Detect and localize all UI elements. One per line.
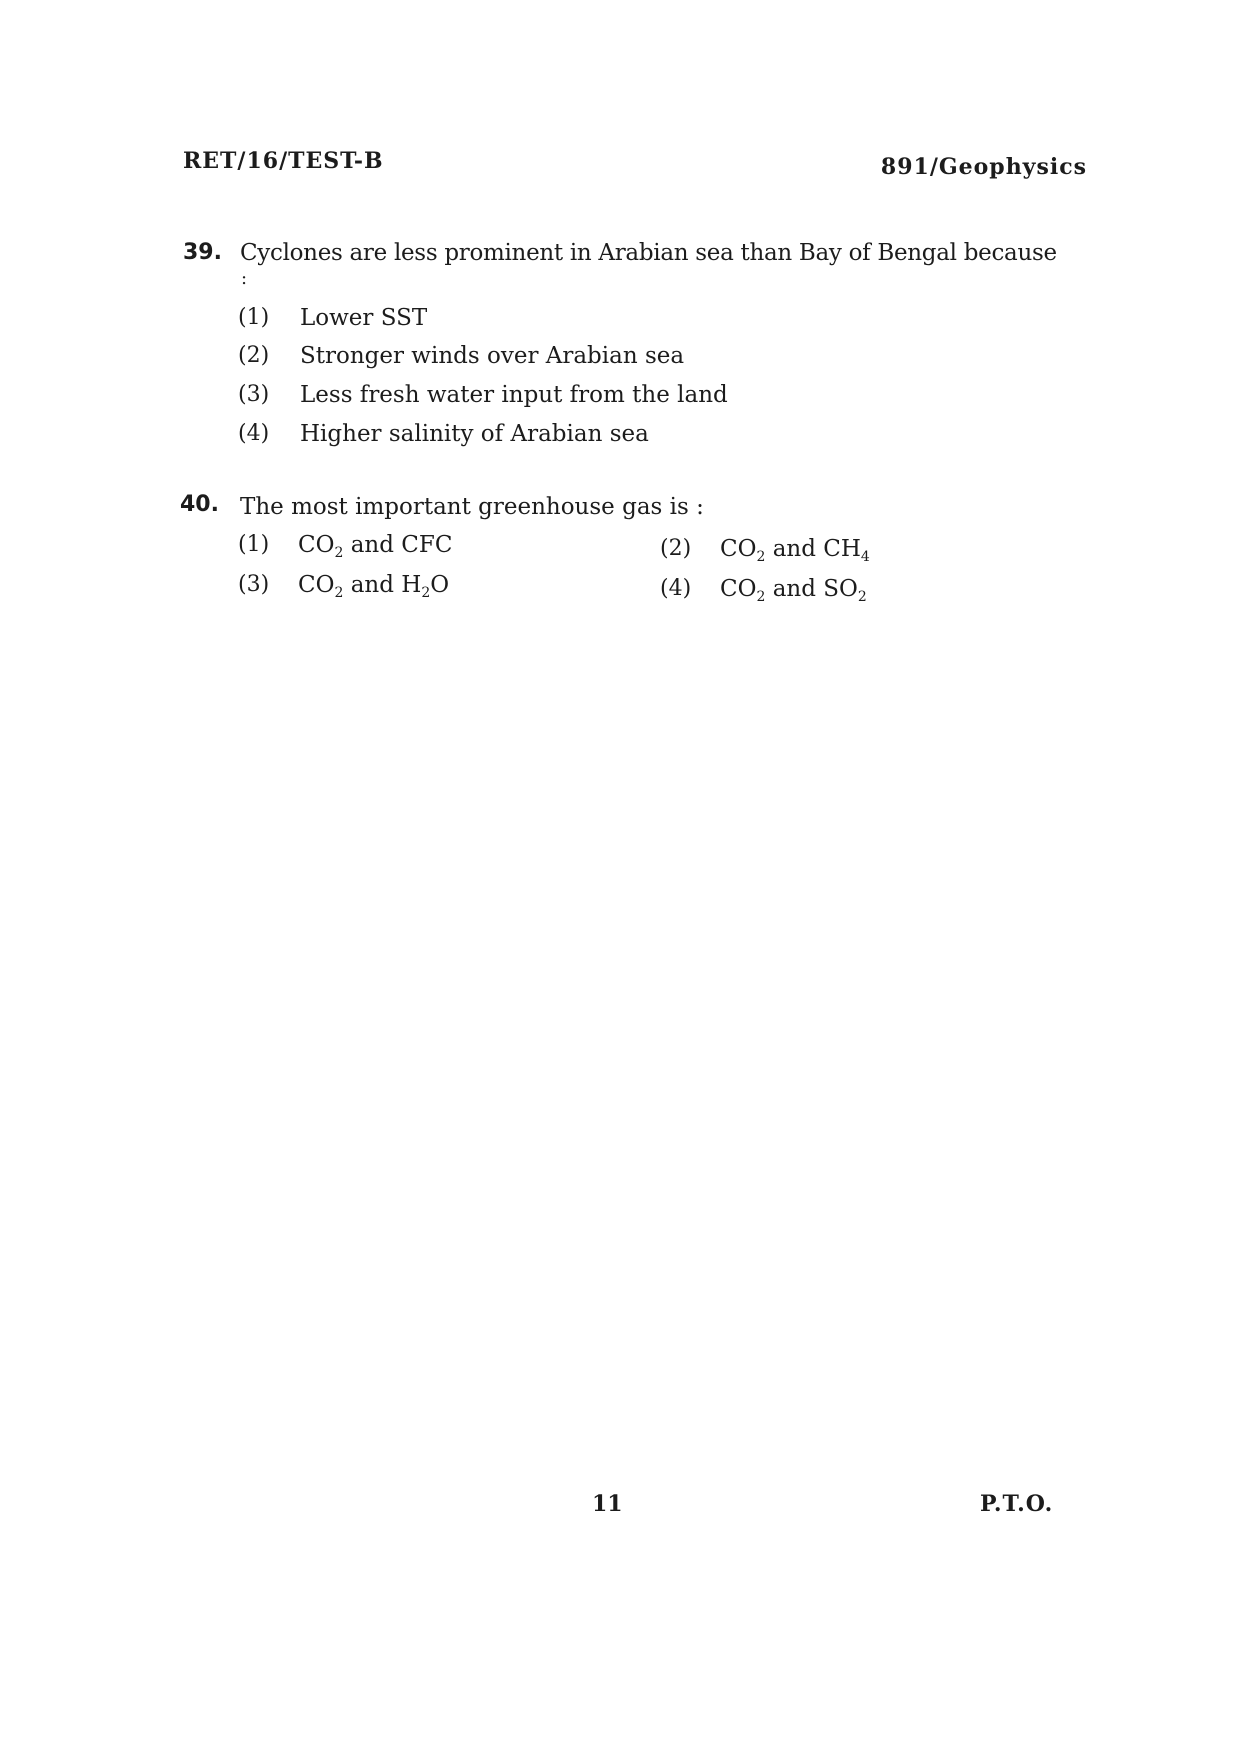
q40-option-3-sub1: 2: [334, 585, 344, 601]
q39-option-2-text: Stronger winds over Arabian sea: [300, 343, 685, 369]
question-39-colon: :: [241, 268, 248, 289]
q39-option-4-number: (4): [238, 421, 270, 446]
q40-option-1-number: (1): [238, 532, 270, 557]
exam-code: RET/16/TEST-B: [183, 148, 384, 174]
q40-option-3-text: [298, 572, 449, 601]
q39-option-1-text: Lower SST: [300, 305, 428, 331]
q40-option-4-gas2: SO: [823, 576, 858, 602]
q40-option-4-gas1: CO: [720, 576, 757, 602]
q39-option-3-text: Less fresh water input from the land: [300, 382, 728, 408]
q40-option-4-sub2: 2: [857, 589, 867, 605]
q40-option-1-sub1: 2: [334, 545, 344, 561]
q40-option-3-number: (3): [238, 572, 270, 597]
q40-option-1-gas1: CO: [298, 532, 335, 558]
q40-option-2-gas2: CH: [823, 536, 861, 562]
q40-option-2-and: and: [772, 536, 816, 562]
q40-option-4-text: [720, 576, 867, 605]
q40-option-3-gas2-tail: O: [430, 572, 450, 598]
q40-option-3-gas1: CO: [298, 572, 335, 598]
q40-option-4-and: and: [772, 576, 816, 602]
q40-option-1-text: [298, 532, 452, 561]
q40-option-2-gas1: CO: [720, 536, 757, 562]
q40-option-3-gas2: H: [401, 572, 422, 598]
q40-option-2-sub1: 2: [756, 549, 766, 565]
subject-code: 891/Geophysics: [880, 154, 1087, 180]
q39-option-1-number: (1): [238, 305, 270, 330]
question-40-number: 40.: [180, 492, 219, 517]
q40-option-2-number: (2): [660, 536, 692, 561]
question-39-number: 39.: [183, 240, 222, 265]
page-number: 11: [592, 1491, 623, 1517]
question-39-text: Cyclones are less prominent in Arabian sea than Bay of Bengal because: [240, 240, 1057, 266]
question-40-text: The most important greenhouse gas is :: [240, 494, 704, 520]
q40-option-3-and: and: [350, 572, 394, 598]
q40-option-4-number: (4): [660, 576, 692, 601]
q39-option-4-text: Higher salinity of Arabian sea: [300, 421, 649, 447]
q40-option-4-sub1: 2: [756, 589, 766, 605]
please-turn-over: P.T.O.: [980, 1491, 1054, 1517]
q40-option-1-gas2: CFC: [401, 532, 453, 558]
q40-option-2-text: [720, 536, 870, 565]
q40-option-1-and: and: [350, 532, 394, 558]
q40-option-2-sub2: 4: [860, 549, 870, 565]
q40-option-3-sub2: 2: [421, 585, 431, 601]
q39-option-2-number: (2): [238, 343, 270, 368]
q39-option-3-number: (3): [238, 382, 270, 407]
